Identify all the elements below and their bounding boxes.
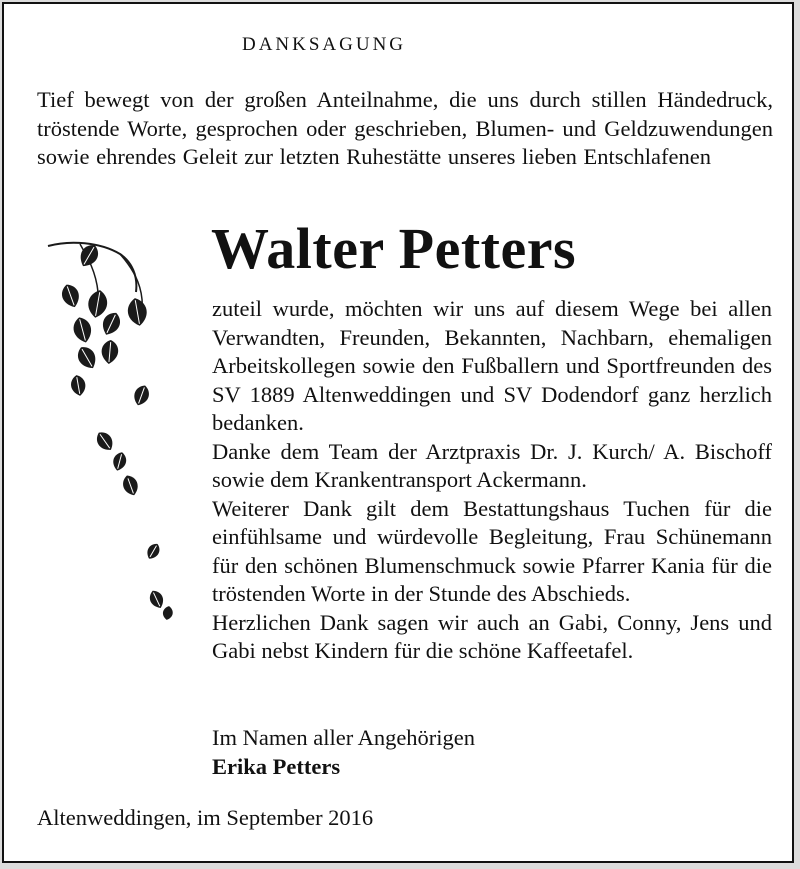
notice-heading: DANKSAGUNG (241, 34, 407, 55)
thanks-paragraph: zuteil wurde, möchten wir uns auf diesem Wege bei allen Verwandten, Freunden, Bekannten, Nachbarn, ehemaligen Arbeitskollegen sowie den Fußballern und Sportfreunden des SV 1889 Altenweddingen und SV Dodendorf ganz herzlich bedanken. (212, 296, 772, 435)
signer-name: Erika Petters (212, 753, 341, 779)
intro-text: Tief bewegt von der großen Anteilnahme, die uns durch stillen Händedruck, tröstende Worte, gesprochen oder geschrieben, Blumen- und Geldzuwendungen sowie ehrendes Geleit zur letzten Ruhestätte unseres lieben Entschlafenen (37, 87, 773, 169)
thanks-paragraph: Herzlichen Dank sagen wir auch an Gabi, Conny, Jens und Gabi nebst Kindern für die schöne Kaffeetafel. (212, 609, 772, 663)
place-date: Altenweddingen, im September 2016 (37, 805, 374, 830)
deceased-name: Walter Petters (211, 216, 577, 281)
falling-leaves-icon (40, 232, 200, 632)
signature-block (212, 724, 475, 781)
obituary-notice (2, 2, 794, 863)
thanks-body (212, 295, 772, 666)
thanks-paragraph: Danke dem Team der Arztpraxis Dr. J. Kurch/ A. Bischoff sowie dem Krankentransport Ackermann. (212, 438, 772, 492)
closing-line: Im Namen aller Angehörigen (212, 725, 476, 750)
thanks-paragraph: Weiterer Dank gilt dem Bestattungshaus Tuchen für die einfühlsame und würdevolle Begleitung, Frau Schünemann für den schönen Blumenschmuck sowie Pfarrer Kania für die tröstenden Worte in der Stunde des Abschieds. (212, 495, 772, 606)
